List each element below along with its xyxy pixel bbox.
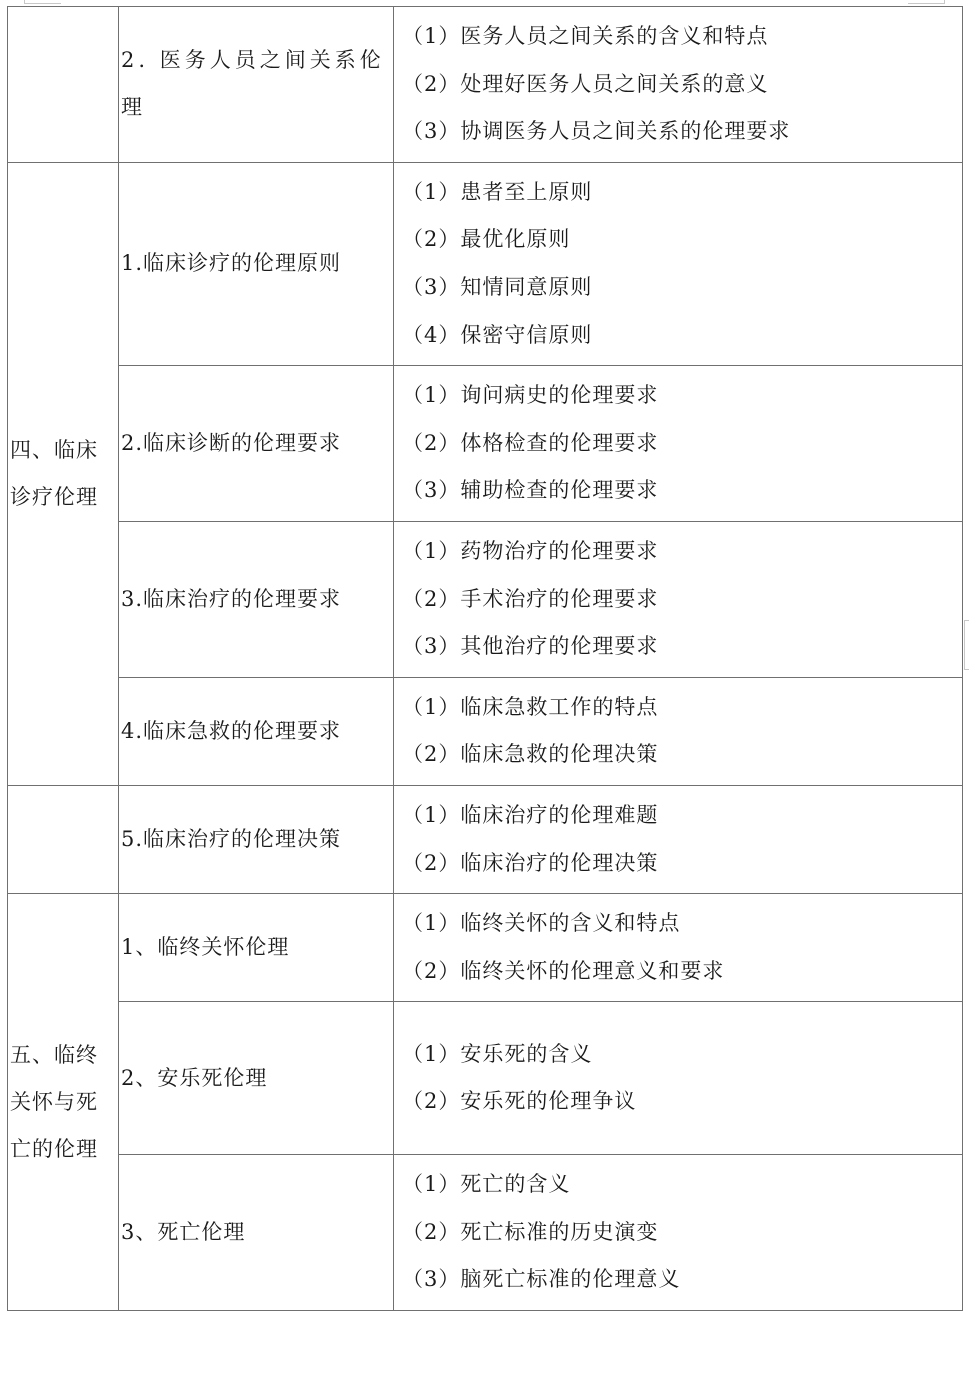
syllabus-table	[7, 6, 963, 1311]
list-item: （2）处理好医务人员之间关系的意义	[402, 71, 769, 96]
table-row	[8, 677, 963, 785]
section-title-line: 关怀与死	[10, 1089, 98, 1114]
section-title-line: 亡的伦理	[10, 1136, 98, 1161]
list-item: （1）临终关怀的含义和特点	[402, 911, 681, 936]
items-cell	[394, 1002, 963, 1155]
topic-cell: 1、临终关怀伦理	[119, 894, 394, 1002]
topic-cell: 1.临床诊疗的伦理原则	[119, 162, 394, 365]
page-edge-mark	[964, 620, 969, 670]
items-cell	[394, 521, 963, 677]
items-cell	[394, 785, 963, 893]
topic-cell: 2.临床诊断的伦理要求	[119, 366, 394, 522]
topic-cell: 2. 医务人员之间关系伦理	[119, 7, 394, 163]
table-row	[8, 162, 963, 365]
table-row	[8, 366, 963, 522]
topic-cell: 5.临床治疗的伦理决策	[119, 785, 394, 893]
list-item: （3）其他治疗的伦理要求	[402, 634, 659, 659]
previous-table-edge-right	[908, 0, 945, 4]
table-row	[8, 785, 963, 893]
items-cell	[394, 1155, 963, 1311]
list-item: （2）临终关怀的伦理意义和要求	[402, 958, 725, 983]
items-cell	[394, 894, 963, 1002]
list-item: （1）药物治疗的伦理要求	[402, 538, 659, 563]
section-cell	[8, 7, 119, 163]
list-item: （1）医务人员之间关系的含义和特点	[402, 24, 769, 48]
list-item: （1）安乐死的含义	[402, 1041, 593, 1066]
items-cell	[394, 7, 963, 163]
list-item: （2）死亡标准的历史演变	[402, 1219, 659, 1244]
list-item: （3）脑死亡标准的伦理意义	[402, 1267, 681, 1292]
section-title-line: 诊疗伦理	[10, 484, 98, 509]
list-item: （1）询问病史的伦理要求	[402, 383, 659, 408]
list-item: （2）安乐死的伦理争议	[402, 1089, 637, 1114]
table-row	[8, 1002, 963, 1155]
list-item: （1）死亡的含义	[402, 1172, 571, 1197]
table-row	[8, 521, 963, 677]
section-cell-four	[8, 162, 119, 785]
section-title-line: 五、临终	[10, 1042, 98, 1067]
items-cell	[394, 366, 963, 522]
topic-cell: 4.临床急救的伦理要求	[119, 677, 394, 785]
list-item: （3）知情同意原则	[402, 274, 593, 299]
list-item: （2）临床急救的伦理决策	[402, 742, 659, 767]
list-item: （1）临床治疗的伦理难题	[402, 802, 659, 827]
items-cell	[394, 677, 963, 785]
list-item: （1）患者至上原则	[402, 179, 593, 204]
list-item: （2）最优化原则	[402, 227, 571, 252]
section-title-line: 四、临床	[10, 437, 98, 462]
list-item: （2）手术治疗的伦理要求	[402, 586, 659, 611]
list-item: （1）临床急救工作的特点	[402, 694, 659, 719]
section-cell-five	[8, 894, 119, 1311]
previous-table-edge-left	[24, 0, 61, 4]
items-cell	[394, 162, 963, 365]
table-row	[8, 1155, 963, 1311]
topic-cell: 3.临床治疗的伦理要求	[119, 521, 394, 677]
list-item: （2）临床治疗的伦理决策	[402, 850, 659, 875]
table-row	[8, 894, 963, 1002]
topic-cell: 3、死亡伦理	[119, 1155, 394, 1311]
list-item: （2）体格检查的伦理要求	[402, 430, 659, 455]
list-item: （3）辅助检查的伦理要求	[402, 478, 659, 503]
list-item: （4）保密守信原则	[402, 322, 593, 347]
list-item: （3）协调医务人员之间关系的伦理要求	[402, 119, 791, 144]
topic-cell: 2、安乐死伦理	[119, 1002, 394, 1155]
table-row	[8, 7, 963, 163]
section-cell	[8, 785, 119, 893]
